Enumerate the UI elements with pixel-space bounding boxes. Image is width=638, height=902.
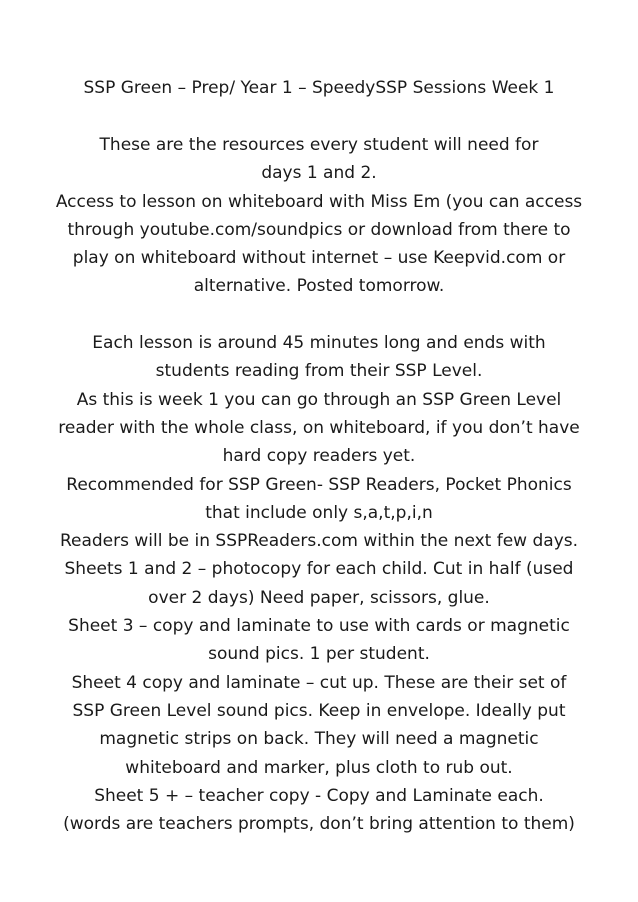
text-line: Sheet 3 – copy and laminate to use with cards or magnetic — [68, 616, 570, 637]
text-line: sound pics. 1 per student. — [208, 644, 430, 665]
text-line: students reading from their SSP Level. — [155, 361, 483, 382]
text-line: over 2 days) Need paper, scissors, glue. — [148, 587, 490, 608]
text-line: whiteboard and marker, plus cloth to rub out. — [125, 757, 513, 778]
text-line: (words are teachers prompts, don’t bring attention to them) — [63, 814, 575, 835]
document-body — [0, 131, 638, 838]
paragraph-gap — [0, 301, 638, 329]
text-line: SSP Green Level sound pics. Keep in envelope. Ideally put — [72, 700, 566, 721]
document-title: SSP Green – Prep/ Year 1 – SpeedySSP Sessions Week 1 — [83, 78, 555, 98]
text-line: Sheets 1 and 2 – photocopy for each child. Cut in half (used — [64, 559, 574, 580]
text-line: hard copy readers yet. — [222, 446, 416, 467]
text-line: Sheet 5 + – teacher copy - Copy and Laminate each. — [94, 785, 544, 806]
text-line: through youtube.com/soundpics or download from there to — [67, 219, 571, 240]
text-line: As this is week 1 you can go through an SSP Green Level — [76, 389, 562, 410]
text-line: that include only s,a,t,p,i,n — [205, 502, 433, 523]
text-line: days 1 and 2. — [261, 163, 377, 184]
resources-paragraph — [0, 131, 638, 301]
text-line: Recommended for SSP Green- SSP Readers, Pocket Phonics — [66, 474, 572, 495]
text-line: magnetic strips on back. They will need a magnetic — [99, 729, 539, 750]
text-line: reader with the whole class, on whiteboard, if you don’t have — [58, 417, 580, 438]
text-line: Sheet 4 copy and laminate – cut up. These are their set of — [71, 672, 567, 693]
text-line: alternative. Posted tomorrow. — [193, 276, 445, 297]
text-line: These are the resources every student will need for — [99, 135, 539, 155]
text-line: Access to lesson on whiteboard with Miss Em (you can access — [55, 191, 583, 212]
lesson-paragraph — [0, 329, 638, 838]
text-line: play on whiteboard without internet – use Keepvid.com or — [72, 248, 566, 269]
text-line: Each lesson is around 45 minutes long and ends with — [92, 333, 546, 354]
text-line: Readers will be in SSPReaders.com within the next few days. — [59, 531, 579, 552]
